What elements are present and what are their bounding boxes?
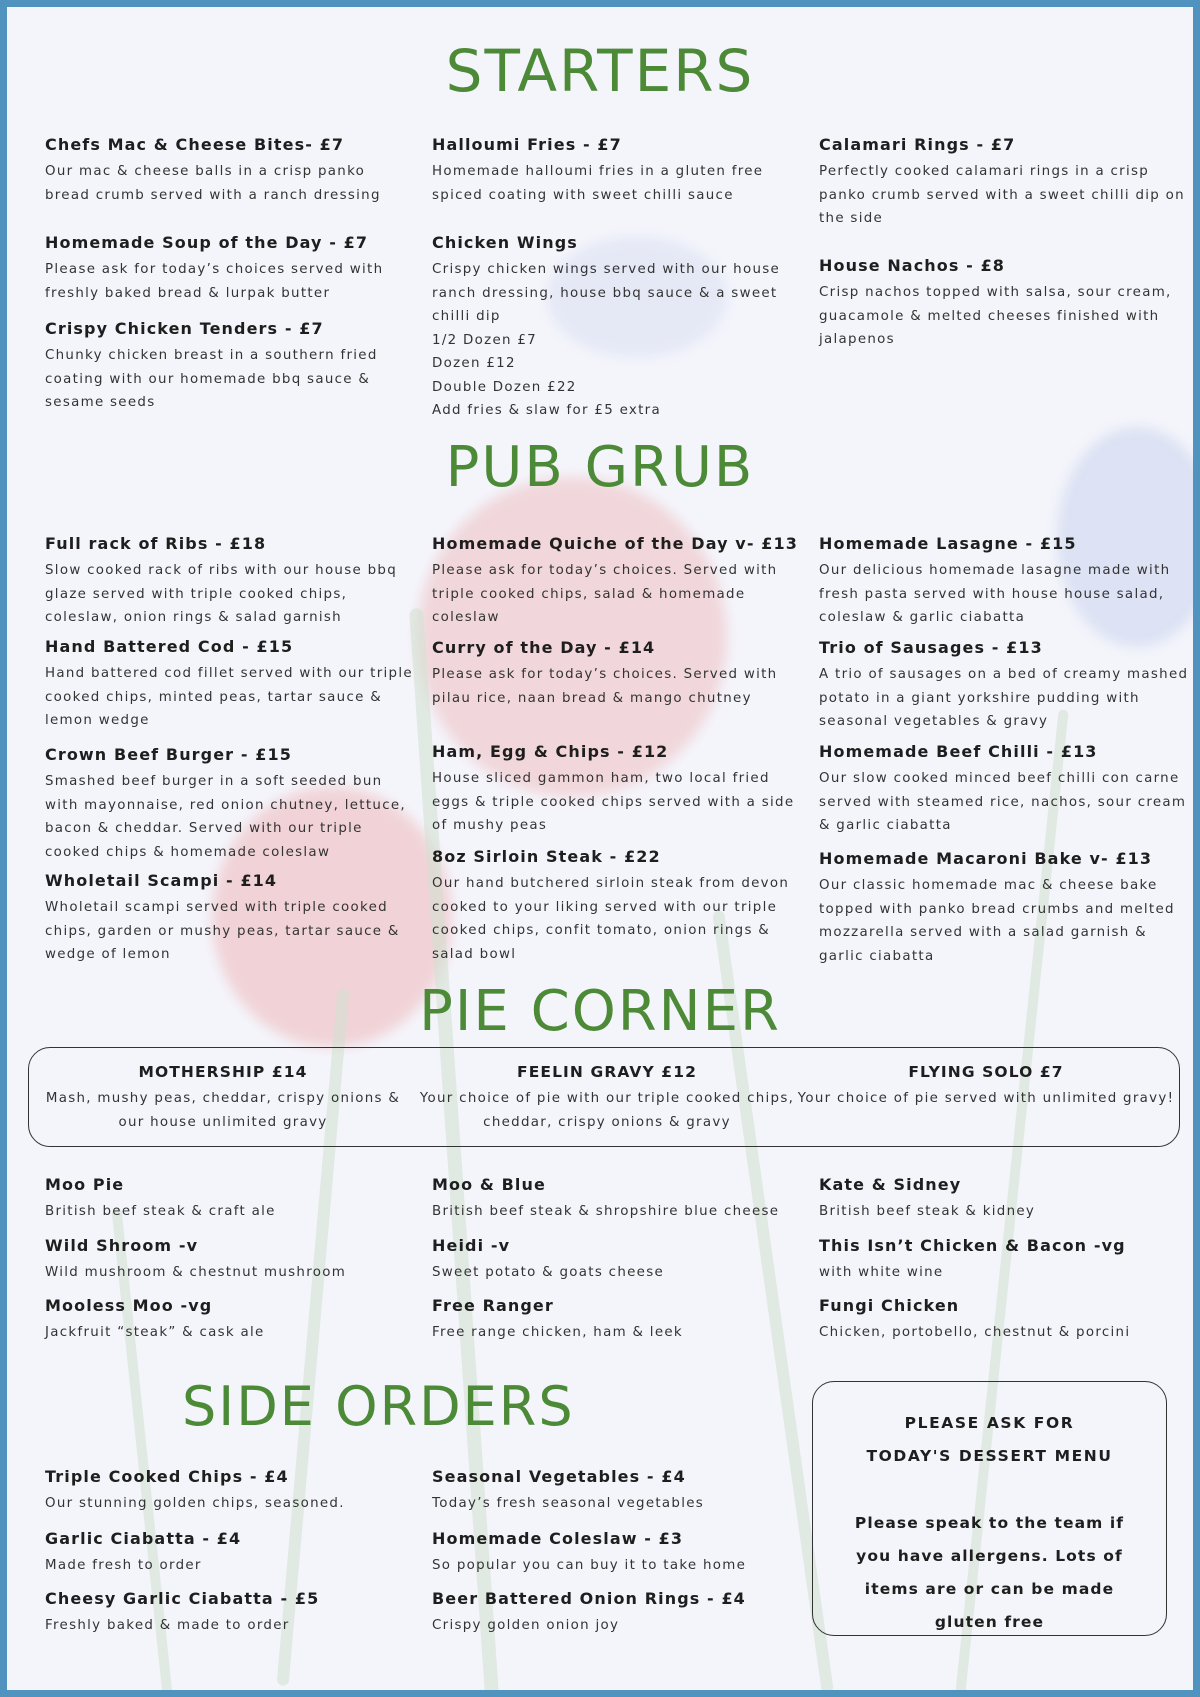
item-desc: Slow cooked rack of ribs with our house bbq glaze served with triple cooked chips, coleslaw, onion rings & salad garnish	[45, 563, 397, 625]
menu-item	[45, 745, 415, 864]
dessert-info-box	[812, 1381, 1167, 1636]
item-desc: Chicken, portobello, chestnut & porcini	[819, 1325, 1131, 1340]
item-name: Trio of Sausages - £13	[819, 638, 1043, 657]
menu-item	[819, 135, 1189, 231]
item-desc: Hand battered cod fillet served with our triple cooked chips, minted peas, tartar sauce & lemon wedge	[45, 666, 413, 728]
item-desc: Crispy golden onion joy	[432, 1618, 620, 1633]
side-item	[45, 1589, 415, 1638]
item-name: Full rack of Ribs - £18	[45, 534, 267, 553]
item-desc: British beef steak & shropshire blue cheese	[432, 1204, 780, 1219]
item-name: Triple Cooked Chips - £4	[45, 1467, 289, 1486]
item-name: Mooless Moo -vg	[45, 1296, 213, 1315]
dessert-title: PLEASE ASK FOR TODAY'S DESSERT MENU	[866, 1414, 1113, 1465]
deal-desc: Your choice of pie with our triple cooked chips, cheddar, crispy onions & gravy	[419, 1091, 795, 1130]
pie-item	[432, 1236, 802, 1285]
starters-title: STARTERS	[445, 37, 755, 105]
item-name: Garlic Ciabatta - £4	[45, 1529, 242, 1548]
item-desc: Our slow cooked minced beef chilli con carne served with steamed rice, nachos, sour cream & garlic ciabatta	[819, 771, 1187, 833]
item-desc: Today’s fresh seasonal vegetables	[432, 1496, 705, 1511]
item-desc: So popular you can buy it to take home	[432, 1558, 747, 1573]
menu-item	[819, 849, 1189, 968]
pie-item	[819, 1175, 1189, 1224]
item-desc: Perfectly cooked calamari rings in a crisp panko crumb served with a sweet chilli dip on the side	[819, 164, 1185, 226]
pie-item	[432, 1296, 802, 1345]
item-desc: Our delicious homemade lasagne made with fresh pasta served with house house salad, coleslaw & garlic ciabatta	[819, 563, 1171, 625]
side-item	[432, 1529, 802, 1578]
item-name: Homemade Lasagne - £15	[819, 534, 1077, 553]
side-item	[432, 1467, 802, 1516]
pie-item	[819, 1296, 1189, 1345]
menu-item	[45, 637, 415, 733]
item-desc: A trio of sausages on a bed of creamy mashed potato in a giant yorkshire pudding with seasonal vegetables & gravy	[819, 667, 1189, 729]
item-desc: House sliced gammon ham, two local fried eggs & triple cooked chips served with a side of mushy peas	[432, 771, 795, 833]
item-name: Cheesy Garlic Ciabatta - £5	[45, 1589, 320, 1608]
item-name: House Nachos - £8	[819, 256, 1006, 275]
item-name: Curry of the Day - £14	[432, 638, 656, 657]
menu-item	[432, 847, 802, 966]
pie-item	[45, 1175, 415, 1224]
item-name: Wild Shroom -v	[45, 1236, 199, 1255]
menu-item	[432, 233, 802, 423]
item-name: Homemade Coleslaw - £3	[432, 1529, 684, 1548]
item-name: Wholetail Scampi - £14	[45, 871, 278, 890]
item-name: Homemade Soup of the Day - £7	[45, 233, 369, 252]
item-name: Hand Battered Cod - £15	[45, 637, 294, 656]
pie-deal	[33, 1062, 413, 1134]
item-desc: Freshly baked & made to order	[45, 1618, 290, 1633]
deal-name: FEELIN GRAVY £12	[517, 1063, 697, 1081]
side-item	[432, 1589, 802, 1638]
pie-deals-box	[28, 1047, 1180, 1147]
item-desc: Please ask for today’s choices. Served with pilau rice, naan bread & mango chutney	[432, 667, 778, 706]
item-name: Free Ranger	[432, 1296, 554, 1315]
menu-item	[819, 534, 1189, 630]
item-desc: British beef steak & craft ale	[45, 1204, 276, 1219]
pie-item	[819, 1236, 1189, 1285]
item-name: Moo Pie	[45, 1175, 125, 1194]
item-name: This Isn’t Chicken & Bacon -vg	[819, 1236, 1126, 1255]
menu-item	[432, 742, 802, 838]
item-desc: Our hand butchered sirloin steak from devon cooked to your liking served with our triple cooked chips, confit tomato, onion rings & salad bowl	[432, 876, 790, 962]
side-item	[45, 1529, 415, 1578]
menu-item	[45, 319, 415, 415]
deal-desc: Your choice of pie served with unlimited gravy!	[797, 1091, 1175, 1106]
item-desc: British beef steak & kidney	[819, 1204, 1036, 1219]
pie-item	[432, 1175, 802, 1224]
menu-item	[45, 871, 415, 967]
menu-item	[45, 534, 415, 630]
item-desc: Our stunning golden chips, seasoned.	[45, 1496, 345, 1511]
menu-item	[45, 135, 415, 207]
item-desc: Please ask for today’s choices. Served with triple cooked chips, salad & homemade coleslaw	[432, 563, 778, 625]
item-desc: Our mac & cheese balls in a crisp panko bread crumb served with a ranch dressing	[45, 164, 381, 203]
item-name: Fungi Chicken	[819, 1296, 960, 1315]
item-name: Crown Beef Burger - £15	[45, 745, 292, 764]
pie-deal	[417, 1062, 797, 1134]
item-name: Ham, Egg & Chips - £12	[432, 742, 669, 761]
item-desc: Our classic homemade mac & cheese bake topped with panko bread crumbs and melted mozzarella served with a salad garnish & garlic ciabatta	[819, 878, 1175, 964]
item-desc: Homemade halloumi fries in a gluten free spiced coating with sweet chilli sauce	[432, 164, 764, 203]
item-name: Kate & Sidney	[819, 1175, 962, 1194]
item-desc: Chunky chicken breast in a southern fried coating with our homemade bbq sauce & sesame seeds	[45, 348, 378, 410]
side-item	[45, 1467, 415, 1516]
item-name: Chefs Mac & Cheese Bites- £7	[45, 135, 345, 154]
item-desc: Smashed beef burger in a soft seeded bun with mayonnaise, red onion chutney, lettuce, bacon & cheddar. Served with our triple cooked chips & homemade coleslaw	[45, 774, 406, 860]
side-orders-title: SIDE ORDERS	[182, 1375, 575, 1438]
menu-item	[45, 233, 415, 305]
menu-item	[819, 256, 1189, 352]
menu-item	[432, 638, 802, 710]
pub-grub-title: PUB GRUB	[445, 435, 755, 500]
pie-item	[45, 1296, 415, 1345]
item-name: Beer Battered Onion Rings - £4	[432, 1589, 746, 1608]
deal-name: MOTHERSHIP £14	[138, 1063, 308, 1081]
item-name: Halloumi Fries - £7	[432, 135, 622, 154]
pie-corner-title: PIE CORNER	[419, 979, 781, 1044]
item-name: Seasonal Vegetables - £4	[432, 1467, 686, 1486]
item-name: Moo & Blue	[432, 1175, 546, 1194]
item-desc: Made fresh to order	[45, 1558, 202, 1573]
item-name: Crispy Chicken Tenders - £7	[45, 319, 324, 338]
menu-item	[819, 742, 1189, 838]
item-name: Homemade Beef Chilli - £13	[819, 742, 1098, 761]
item-name: 8oz Sirloin Steak - £22	[432, 847, 661, 866]
item-name: Homemade Quiche of the Day v- £13	[432, 534, 798, 553]
allergen-note: Please speak to the team if you have allergens. Lots of items are or can be made gluten free	[854, 1514, 1125, 1631]
item-desc: Crisp nachos topped with salsa, sour cream, guacamole & melted cheeses finished with jalapenos	[819, 285, 1172, 347]
item-desc: Jackfruit “steak” & cask ale	[45, 1325, 265, 1340]
menu-item	[432, 534, 802, 630]
item-desc: Crispy chicken wings served with our house ranch dressing, house bbq sauce & a sweet chilli dip 1/2 Dozen £7 Dozen £12 Double Dozen £22 Add fries & slaw for £5 extra	[432, 262, 781, 418]
item-desc: Wild mushroom & chestnut mushroom	[45, 1265, 347, 1280]
item-desc: with white wine	[819, 1265, 944, 1280]
item-name: Homemade Macaroni Bake v- £13	[819, 849, 1153, 868]
item-desc: Sweet potato & goats cheese	[432, 1265, 665, 1280]
deal-desc: Mash, mushy peas, cheddar, crispy onions & our house unlimited gravy	[45, 1091, 401, 1130]
deal-name: FLYING SOLO £7	[908, 1063, 1064, 1081]
item-name: Heidi -v	[432, 1236, 511, 1255]
item-name: Chicken Wings	[432, 233, 578, 252]
pie-item	[45, 1236, 415, 1285]
menu-item	[432, 135, 802, 207]
menu-item	[819, 638, 1189, 734]
item-name: Calamari Rings - £7	[819, 135, 1016, 154]
pie-deal	[796, 1062, 1176, 1111]
item-desc: Wholetail scampi served with triple cooked chips, garden or mushy peas, tartar sauce & wedge of lemon	[45, 900, 400, 962]
item-desc: Please ask for today’s choices served with freshly baked bread & lurpak butter	[45, 262, 384, 301]
item-desc: Free range chicken, ham & leek	[432, 1325, 683, 1340]
